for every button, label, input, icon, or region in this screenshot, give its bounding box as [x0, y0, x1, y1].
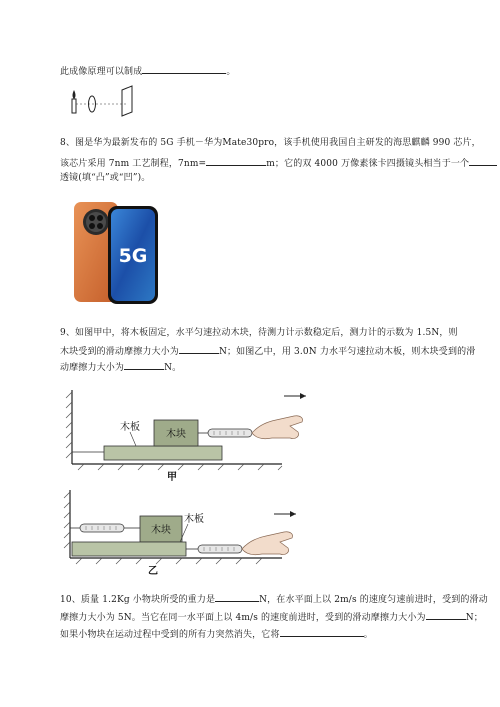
hand-icon [252, 416, 303, 439]
board-label: 木板 [184, 514, 204, 525]
q9-answer-blank-1[interactable] [179, 344, 219, 354]
q9-line-3: 动摩擦力大小为 N。 [60, 360, 181, 374]
q8-line-2: 该芯片采用 7nm 工艺制程，7nm= m；它的双 4000 万像素徕卡四摄镜头相当于一个 [60, 156, 497, 170]
camera-obscura-diagram [64, 84, 144, 120]
q10-answer-blank-3[interactable] [280, 627, 364, 637]
q9-line-2: 木块受到的滑动摩擦力大小为 N；如图乙中，用 3.0N 力水平匀速拉动木板，则木块受到的滑 [60, 344, 475, 358]
board-label: 木板 [120, 422, 140, 433]
q10-answer-blank-2[interactable] [426, 610, 466, 620]
q7-answer-blank[interactable] [142, 64, 226, 74]
board [104, 446, 222, 460]
figure-b-caption: 乙 [148, 566, 158, 577]
q8-line-1: 8、图是华为最新发布的 5G 手机－华为Mate30pro，该手机使用我国自主研发的海思麒麟 990 芯片， [60, 138, 481, 148]
hand-icon [242, 532, 293, 555]
block-label: 木块 [166, 429, 186, 440]
q9-answer-blank-2[interactable] [124, 360, 164, 370]
phone-badge: 5G [118, 245, 148, 267]
q7-line-1: 此成像原理可以制成 。 [60, 64, 236, 78]
q10-line-1: 10、质量 1.2Kg 小物块所受的重力是 N，在水平面上以 2m/s 的速度匀速前进时，受到的滑动 [60, 592, 488, 606]
q9-line-1: 9、如图甲中，将木板固定，水平匀速拉动木块，待测力计示数稳定后，测力计的示数为 1.5N，则 [60, 328, 458, 338]
board [72, 542, 186, 556]
q10-answer-blank-1[interactable] [215, 592, 259, 602]
block-label: 木块 [151, 525, 171, 536]
figure-a-caption: 甲 [167, 472, 177, 482]
phone-image [72, 200, 162, 306]
q8-answer-blank-1[interactable] [206, 156, 266, 166]
screen-icon [122, 86, 132, 116]
figure-a [62, 386, 312, 482]
q10-line-3: 如果小物块在运动过程中受到的所有力突然消失，它将 。 [60, 627, 373, 641]
candle-icon [72, 90, 76, 113]
q7-text: 此成像原理可以制成 [60, 67, 143, 77]
q8-line-3: 透镜(填“凸”或“凹”)。 [60, 173, 151, 183]
q10-line-2: 摩擦力大小为 5N。当它在同一水平面上以 4m/s 的速度前进时，受到的滑动摩擦力大小为 N； [60, 610, 483, 624]
spring-scale-2 [198, 545, 242, 553]
spring-scale [208, 429, 252, 437]
figure-b [62, 486, 312, 578]
q8-answer-blank-2[interactable] [469, 156, 497, 166]
spring-scale [80, 524, 124, 532]
